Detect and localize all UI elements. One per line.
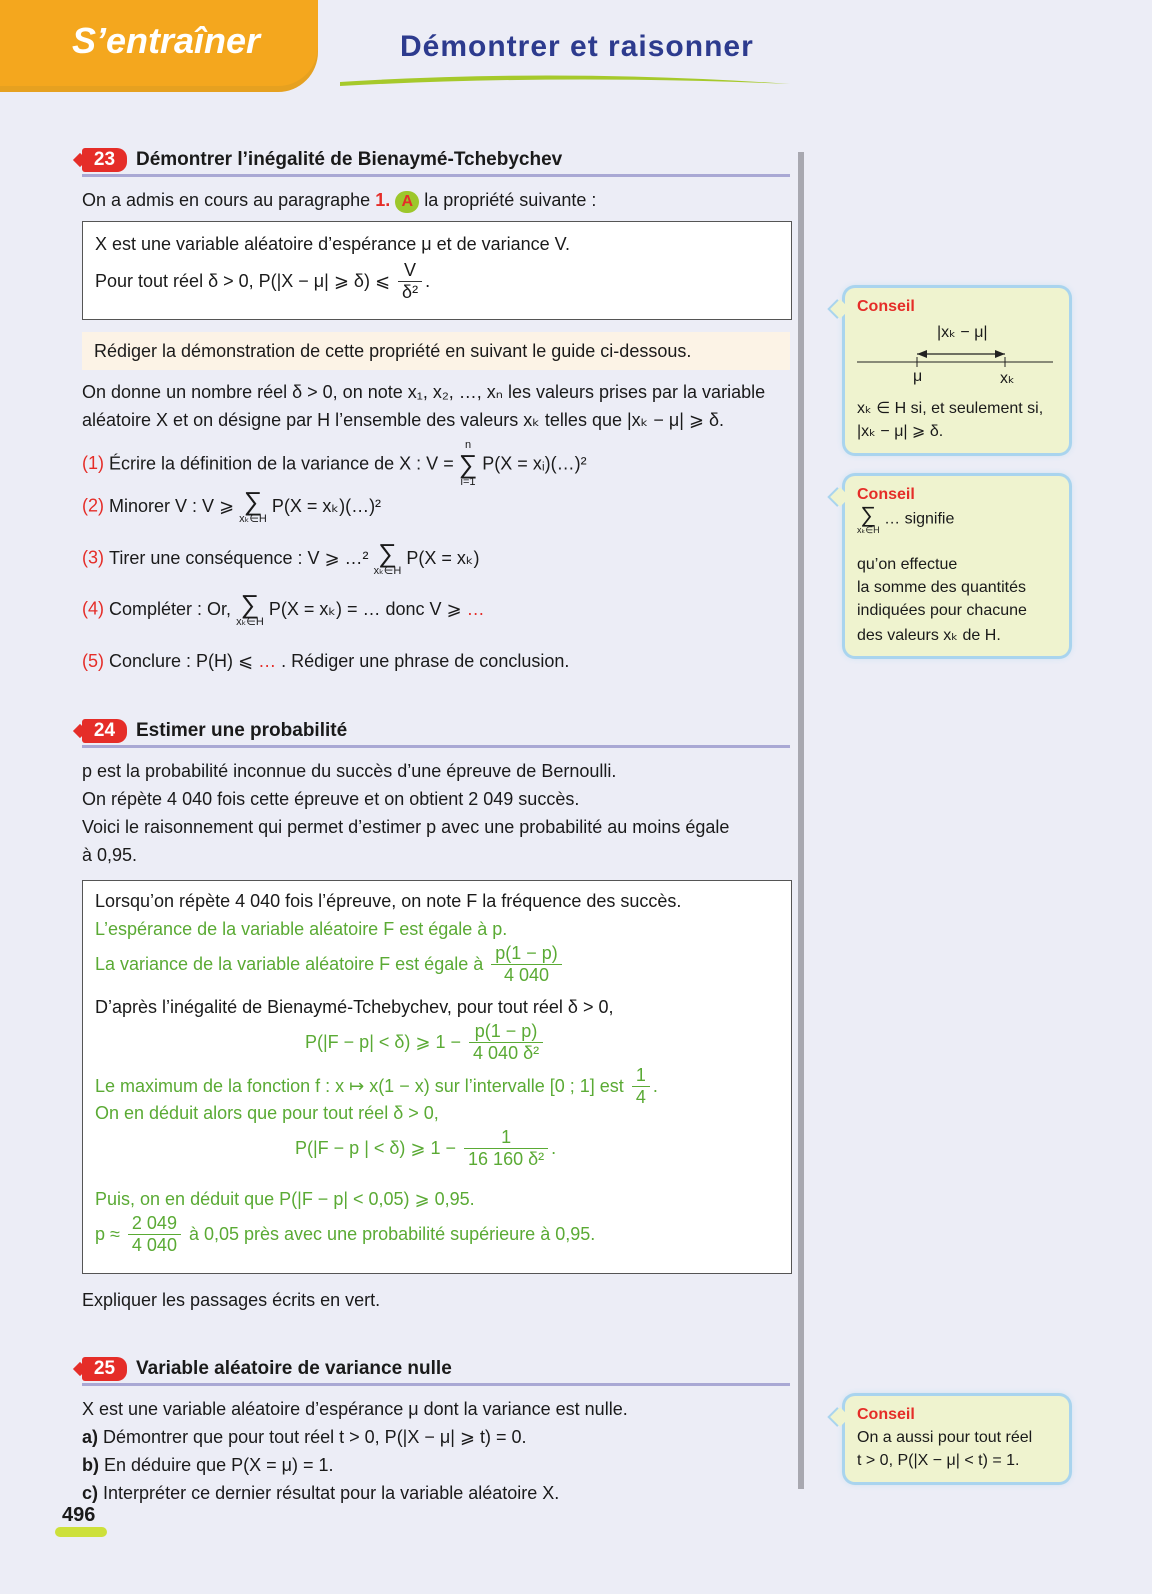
reasoning-line-9: Puis, on en déduit que P(|F − p| < 0,05) ⩾ 0,95. bbox=[95, 1189, 475, 1209]
page-number: 496 bbox=[62, 1504, 96, 1526]
fraction: $\frac{1}{4}$ bbox=[632, 1065, 650, 1108]
ex25-intro: X est une variable aléatoire d’espérance μ dont la variance est nulle. bbox=[82, 1399, 628, 1419]
conseil-box-2 bbox=[845, 476, 1069, 656]
title-rule bbox=[82, 174, 790, 177]
conseil-title: Conseil bbox=[857, 1406, 915, 1423]
given-line-2: aléatoire X et on désigne par H l’ensemble des valeurs xₖ telles que |xₖ − μ| ⩾ δ. bbox=[82, 410, 724, 430]
fraction: $\frac{2 049}{4 040}$ bbox=[128, 1213, 181, 1256]
title-swoosh bbox=[340, 60, 800, 90]
conseil-line-1: On a aussi pour tout réel bbox=[857, 1429, 1033, 1446]
given-line-1: On donne un nombre réel δ > 0, on note x₁, x₂, …, xₙ les valeurs prises par la variable bbox=[82, 382, 766, 402]
property-line-2: Pour tout réel δ > 0, P(|X − μ| ⩾ δ) ⩽ $\frac{V}{\text{δ²}}$ . bbox=[95, 260, 431, 302]
fraction: $\frac{p(1 - p)}{\text{4 040 δ²}}$ bbox=[469, 1021, 543, 1064]
step-1: (1) Écrire la définition de la variance de X : V = n ∑ i=1 P(X = xᵢ)(…)² bbox=[82, 439, 587, 488]
exercise-number: 23 bbox=[82, 148, 127, 172]
exercise-number: 24 bbox=[82, 719, 127, 743]
fraction: $\frac{V}{\text{δ²}}$ bbox=[398, 260, 422, 303]
section-tab-label: S’entraîner bbox=[72, 20, 261, 61]
conseil-line-1: xₖ ∈ H si, et seulement si, bbox=[857, 400, 1044, 417]
ex24-p4: à 0,95. bbox=[82, 845, 138, 865]
step-4: (4) Compléter : Or, ∑ xₖ∈H P(X = xₖ) = … donc V ⩾ … bbox=[82, 589, 485, 628]
ex24-p1: p est la probabilité inconnue du succès d’une épreuve de Bernoulli. bbox=[82, 761, 617, 781]
task-box bbox=[82, 332, 790, 370]
conseil-line-2: |xₖ − μ| ⩾ δ. bbox=[857, 423, 944, 440]
step-5: (5) Conclure : P(H) ⩽ … . Rédiger une phrase de conclusion. bbox=[82, 651, 570, 671]
reasoning-line-1: Lorsqu’on répète 4 040 fois l’épreuve, on note F la fréquence des succès. bbox=[95, 891, 682, 911]
conseil-sum-line: ∑ xₖ∈H … signifie bbox=[857, 502, 955, 535]
conseil-title: Conseil bbox=[857, 486, 915, 503]
reasoning-line-2: L’espérance de la variable aléatoire F est égale à p. bbox=[95, 919, 508, 939]
number-line-diagram bbox=[857, 340, 1057, 380]
ex25-a: a) Démontrer que pour tout réel t > 0, P(|X − μ| ⩾ t) = 0. bbox=[82, 1427, 527, 1447]
ex24-question: Expliquer les passages écrits en vert. bbox=[82, 1290, 381, 1310]
page-number-bar bbox=[55, 1527, 107, 1537]
reasoning-line-4: D’après l’inégalité de Bienaymé-Tchebychev, pour tout réel δ > 0, bbox=[95, 997, 614, 1017]
fraction: $\frac{p(1 - p)}{4 040}$ bbox=[491, 943, 562, 986]
reasoning-line-5: P(|F − p| < δ) ⩾ 1 − $\frac{p(1 - p)}{\text{4 040 δ²}}$ bbox=[305, 1021, 546, 1064]
ex25-c: c) Interpréter ce dernier résultat pour la variable aléatoire X. bbox=[82, 1483, 560, 1503]
exercise-number: 25 bbox=[82, 1357, 127, 1381]
title-rule bbox=[82, 1383, 790, 1386]
sum-symbol: ∑ xₖ∈H bbox=[857, 502, 880, 535]
sum-symbol: ∑ xₖ∈H bbox=[236, 589, 264, 628]
reasoning-line-6: Le maximum de la fonction f : x ↦ x(1 − x) sur l’intervalle [0 ; 1] est $\frac{1}{4}$ . bbox=[95, 1065, 658, 1107]
ex23-intro: On a admis en cours au paragraphe 1. A la propriété suivante : bbox=[82, 190, 596, 213]
page-title: Démontrer et raisonner bbox=[400, 30, 754, 63]
margin-divider bbox=[798, 152, 804, 1489]
sum-symbol: ∑ xₖ∈H bbox=[373, 538, 402, 577]
conseil-title: Conseil bbox=[857, 298, 915, 315]
property-line-1: X est une variable aléatoire d’espérance μ et de variance V. bbox=[95, 234, 571, 254]
ex25-b: b) En déduire que P(X = μ) = 1. bbox=[82, 1455, 334, 1475]
diagram-mu-label: μ bbox=[913, 368, 923, 385]
sum-symbol: ∑ xₖ∈H bbox=[239, 486, 267, 525]
task-text: Rédiger la démonstration de cette propriété en suivant le guide ci-dessous. bbox=[94, 341, 692, 361]
reasoning-line-8: P(|F − p | < δ) ⩾ 1 − $\frac{1}{\text{16 160 δ²}}$ . bbox=[295, 1127, 557, 1169]
exercise-title: Variable aléatoire de variance nulle bbox=[136, 1358, 452, 1379]
exercise-title: Estimer une probabilité bbox=[136, 720, 348, 741]
diagram-distance-label: |xₖ − μ| bbox=[937, 324, 988, 341]
property-box bbox=[82, 221, 792, 320]
reasoning-line-3: La variance de la variable aléatoire F est égale à $\frac{p(1 - p)}{4 040}$ bbox=[95, 943, 565, 986]
ex24-p2: On répète 4 040 fois cette épreuve et on obtient 2 049 succès. bbox=[82, 789, 580, 809]
conseil-box-1 bbox=[845, 288, 1069, 453]
step-3: (3) Tirer une conséquence : V ⩾ …² ∑ xₖ∈H P(X = xₖ) bbox=[82, 538, 480, 577]
ex24-p3: Voici le raisonnement qui permet d’estimer p avec une probabilité au moins égale bbox=[82, 817, 730, 837]
conseil-box-3 bbox=[845, 1396, 1069, 1482]
fraction: $\frac{1}{\text{16 160 δ²}}$ bbox=[464, 1127, 548, 1170]
reasoning-line-7: On en déduit alors que pour tout réel δ > 0, bbox=[95, 1103, 439, 1123]
conseil-line-4: des valeurs xₖ de H. bbox=[857, 627, 1001, 644]
conseil-line-3: indiquées pour chacune bbox=[857, 602, 1027, 619]
paragraph-ref: 1. bbox=[375, 190, 391, 210]
conseil-line-2: t > 0, P(|X − μ| < t) = 1. bbox=[857, 1452, 1020, 1469]
exercise-title: Démontrer l’inégalité de Bienaymé-Tchebychev bbox=[136, 149, 563, 170]
title-rule bbox=[82, 745, 790, 748]
diagram-xk-label: xₖ bbox=[1000, 370, 1015, 387]
paragraph-badge: A bbox=[395, 191, 419, 213]
sum-symbol: n ∑ i=1 bbox=[458, 439, 478, 488]
reasoning-box bbox=[82, 880, 792, 1274]
conseil-line-2: la somme des quantités bbox=[857, 579, 1026, 596]
step-2: (2) Minorer V : V ⩾ ∑ xₖ∈H P(X = xₖ)(…)² bbox=[82, 486, 382, 525]
conseil-line-1: qu’on effectue bbox=[857, 556, 958, 573]
reasoning-line-10: p ≈ $\frac{2 049}{4 040}$ à 0,05 près avec une probabilité supérieure à 0,95. bbox=[95, 1213, 596, 1255]
